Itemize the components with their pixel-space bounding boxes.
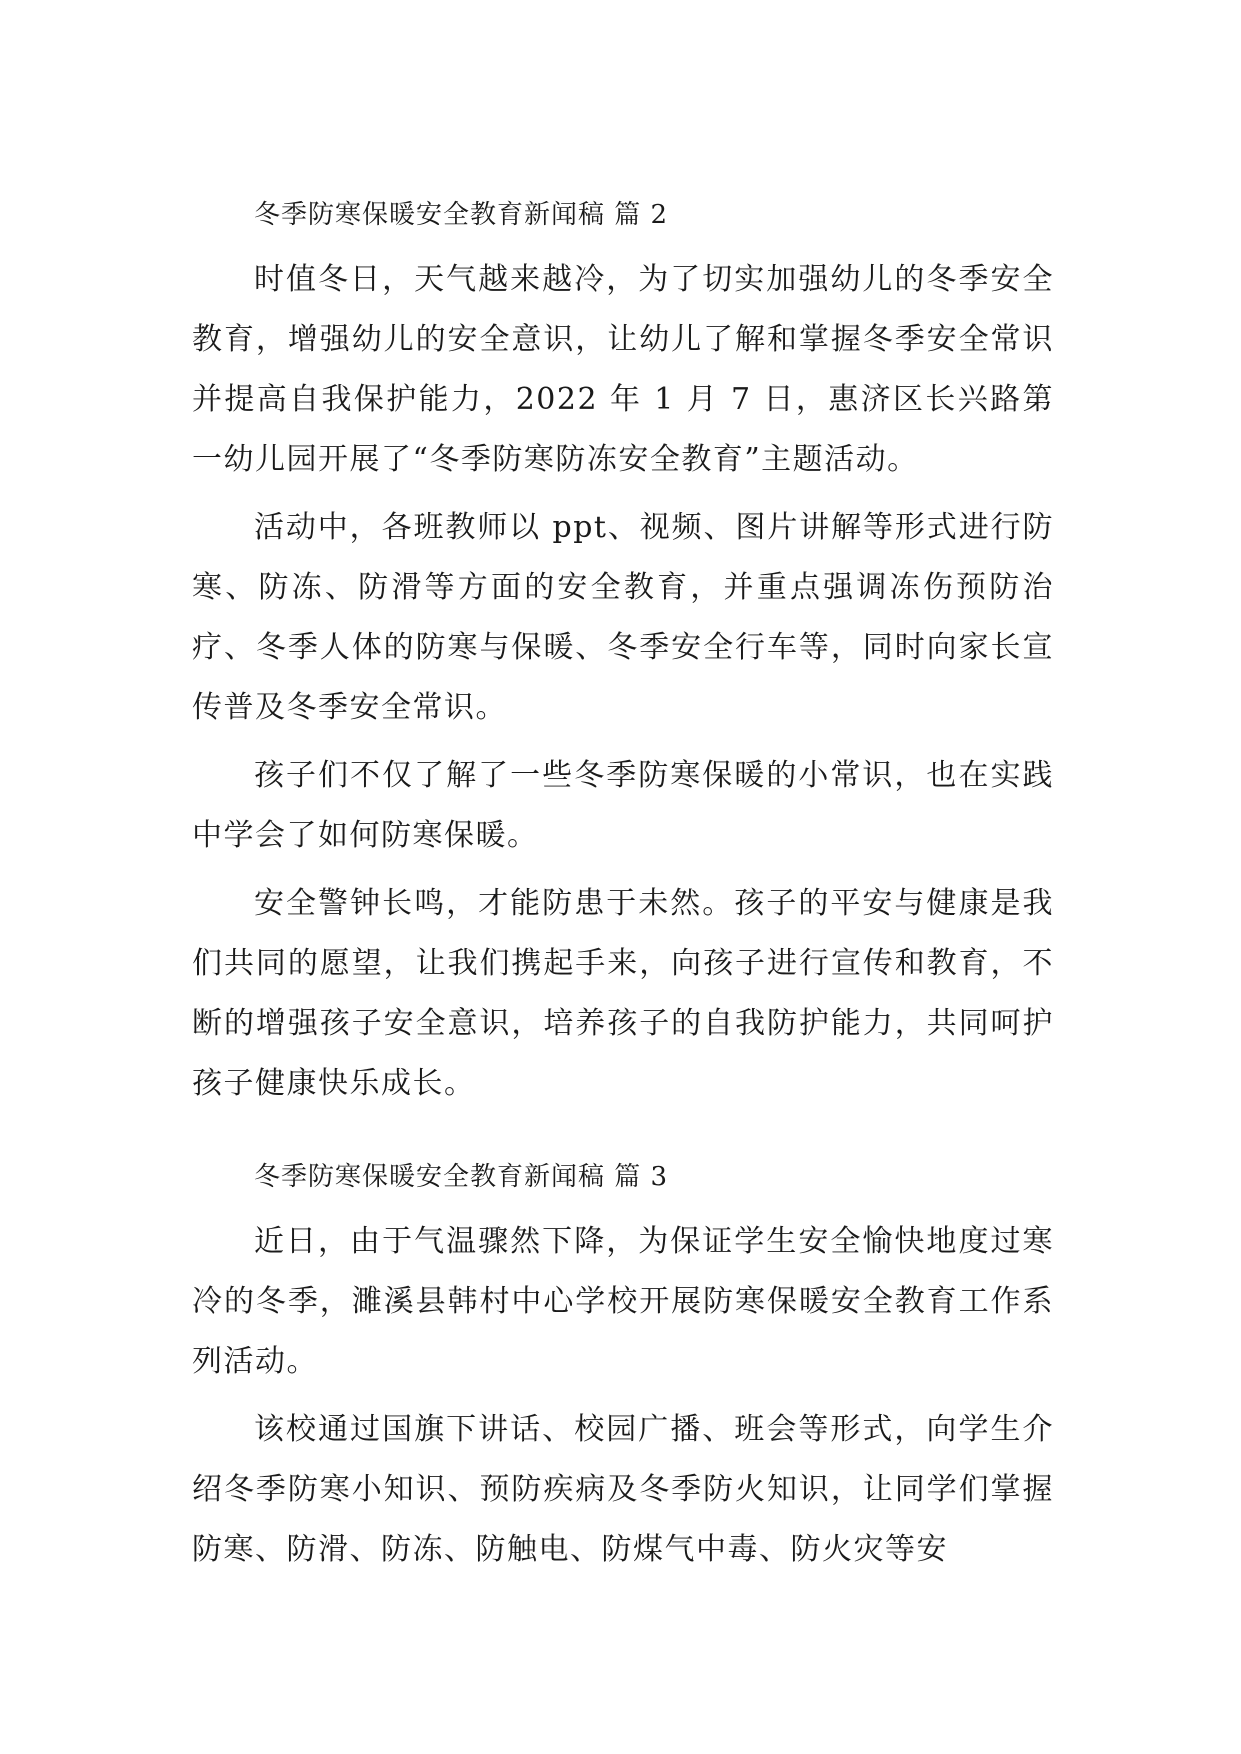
- paragraph: 近日，由于气温骤然下降，为保证学生安全愉快地度过寒冷的冬季，濉溪县韩村中心学校开展防寒保暖安全教育工作系列活动。: [192, 1224, 1054, 1379]
- paragraph: 活动中，各班教师以 ppt、视频、图片讲解等形式进行防寒、防冻、防滑等方面的安全教育，并重点强调冻伤预防治疗、冬季人体的防寒与保暖、冬季安全行车等，同时向家长宣传普及冬季安全常识。: [192, 510, 1054, 725]
- article-section-2: [192, 188, 1054, 1114]
- paragraph: 该校通过国旗下讲话、校园广播、班会等形式，向学生介绍冬季防寒小知识、预防疾病及冬季防火知识，让同学们掌握防寒、防滑、防冻、防触电、防煤气中毒、防火灾等安: [192, 1412, 1054, 1567]
- paragraph: 孩子们不仅了解了一些冬季防寒保暖的小常识，也在实践中学会了如何防寒保暖。: [192, 758, 1054, 853]
- paragraph: 时值冬日，天气越来越冷，为了切实加强幼儿的冬季安全教育，增强幼儿的安全意识，让幼儿了解和掌握冬季安全常识并提高自我保护能力，2022 年 1 月 7 日，惠济区长兴路第一幼儿园开展了“冬季防寒防冻安全教育”主题活动。: [192, 262, 1054, 477]
- paragraph: 安全警钟长鸣，才能防患于未然。孩子的平安与健康是我们共同的愿望，让我们携起手来，向孩子进行宣传和教育，不断的增强孩子安全意识，培养孩子的自我防护能力，共同呵护孩子健康快乐成长。: [192, 886, 1054, 1101]
- section-heading: 冬季防寒保暖安全教育新闻稿 篇 2: [254, 200, 669, 230]
- section-heading: 冬季防寒保暖安全教育新闻稿 篇 3: [254, 1162, 669, 1192]
- article-section-3: [192, 1150, 1054, 1580]
